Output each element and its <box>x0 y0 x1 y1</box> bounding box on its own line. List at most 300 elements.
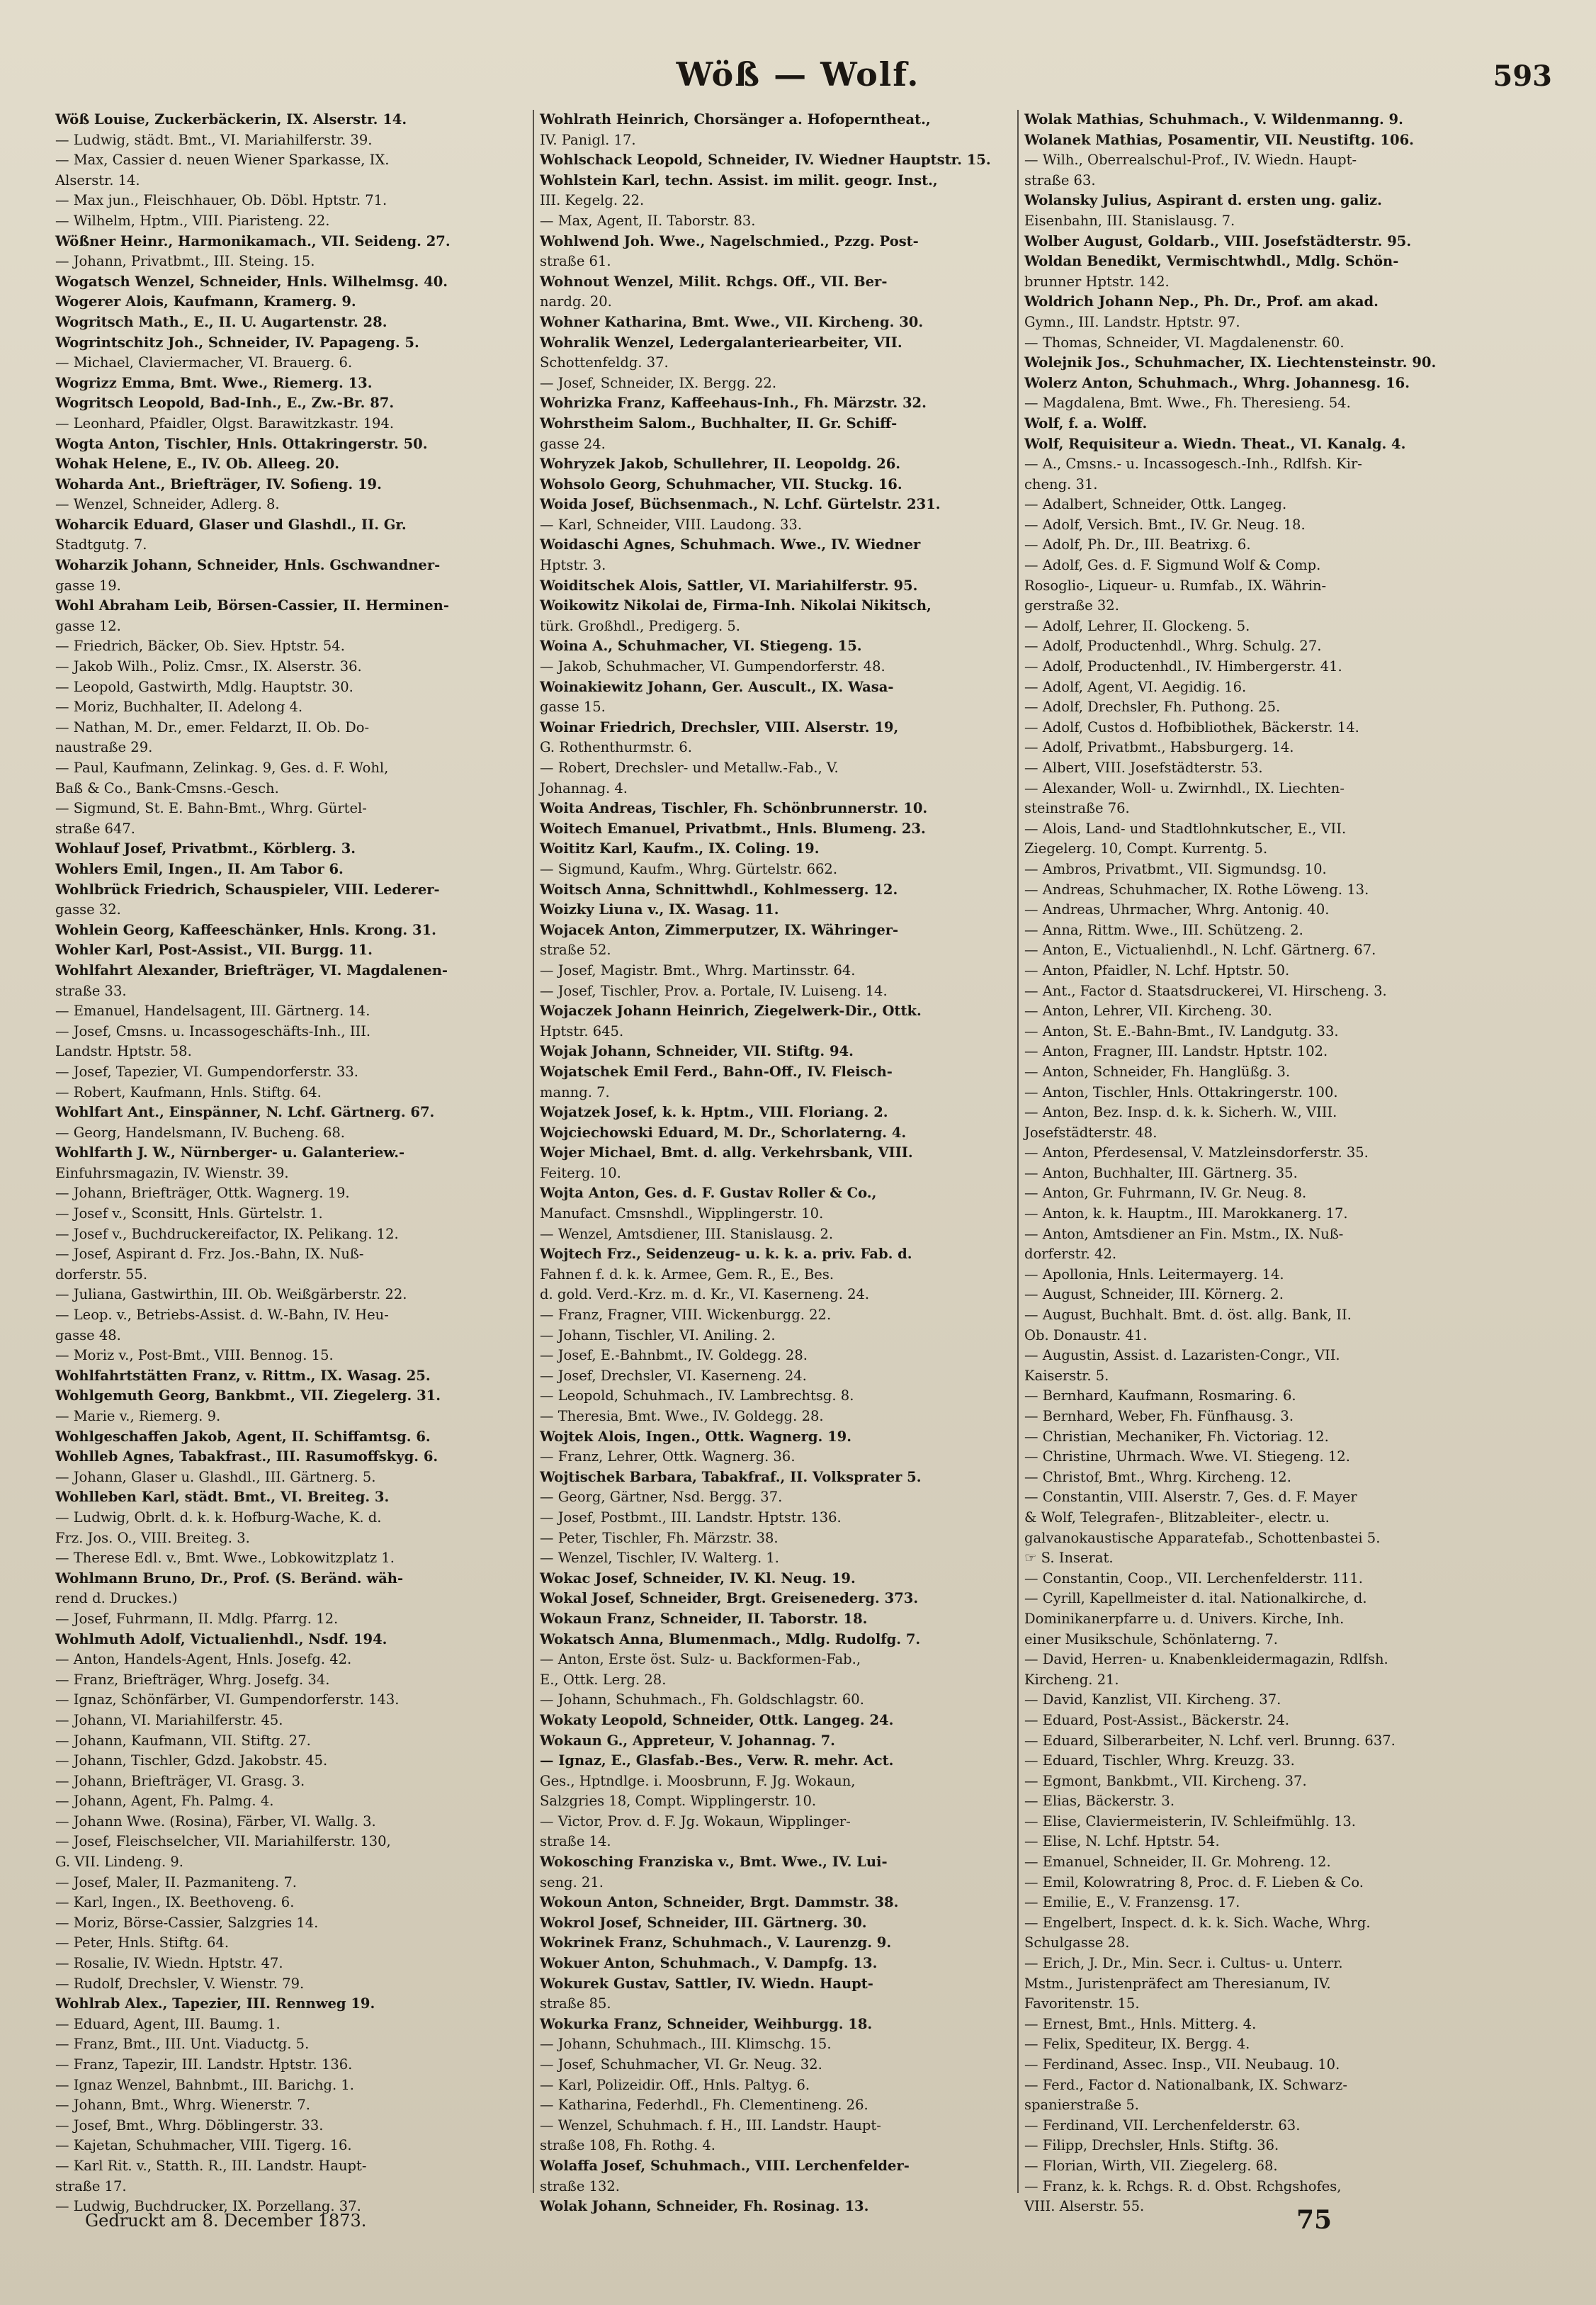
directory-entry: Ziegelerg. 10, Compt. Kurrentg. 5. <box>1024 840 1268 857</box>
directory-entry: Woitsch Anna, Schnittwhdl., Kohlmesserg. 12. <box>540 881 898 898</box>
directory-entry: — Wenzel, Amtsdiener, III. Stanislausg. 2. <box>540 1225 834 1242</box>
directory-entry: Wokaun G., Appreteur, V. Johannag. 7. <box>540 1732 835 1749</box>
directory-entry: Wohrstheim Salom., Buchhalter, II. Gr. Schiff- <box>540 415 898 432</box>
directory-entry: — Andreas, Uhrmacher, Whrg. Antonig. 40. <box>1024 901 1330 918</box>
page-number: 593 <box>1493 60 1552 93</box>
directory-entry: — August, Buchhalt. Bmt. d. öst. allg. Bank, II. <box>1024 1307 1352 1324</box>
directory-entry: — Josef, Magistr. Bmt., Whrg. Martinsstr. 64. <box>540 962 856 979</box>
directory-entry: — Christof, Bmt., Whrg. Kircheng. 12. <box>1024 1468 1291 1485</box>
directory-entry: — Ludwig, Buchdrucker, IX. Porzellang. 37. <box>55 2198 361 2215</box>
directory-entry: Wohlfahrtstätten Franz, v. Rittm., IX. Wasag. 25. <box>55 1367 431 1384</box>
directory-entry: — Anton, Erste öst. Sulz- u. Backformen-Fab., <box>540 1651 861 1668</box>
directory-entry: Wojtek Alois, Ingen., Ottk. Wagnerg. 19. <box>540 1428 852 1445</box>
directory-entry: — Karl Rit. v., Statth. R., III. Landstr. Haupt- <box>55 2157 367 2174</box>
directory-entry: — Rudolf, Drechsler, V. Wienstr. 79. <box>55 1975 305 1992</box>
directory-entry: seng. 21. <box>540 1873 604 1890</box>
directory-entry: Hptstr. 645. <box>540 1022 624 1039</box>
directory-entry: Wößner Heinr., Harmonikamach., VII. Seideng. 27. <box>55 232 451 249</box>
directory-entry: — Josef, Fleischselcher, VII. Mariahilferstr. 130, <box>55 1833 391 1850</box>
directory-entry: Wohlauf Josef, Privatbmt., Körblerg. 3. <box>55 840 356 857</box>
directory-entry: Wokal Josef, Schneider, Brgt. Greisenederg. 373. <box>540 1590 919 1607</box>
directory-entry: gasse 15. <box>540 699 606 716</box>
directory-entry: — Cyrill, Kapellmeister d. ital. Nationalkirche, d. <box>1024 1590 1367 1607</box>
directory-entry: cheng. 31. <box>1024 475 1098 492</box>
directory-entry: straße 132. <box>540 2177 620 2194</box>
directory-entry: — Albert, VIII. Josefstädterstr. 53. <box>1024 760 1263 776</box>
directory-entry: — Karl, Polizeidir. Off., Hnls. Paltyg. 6. <box>540 2076 810 2093</box>
directory-entry: — Johann, Kaufmann, VII. Stiftg. 27. <box>55 1732 311 1749</box>
directory-entry: — Johann, Tischler, VI. Aniling. 2. <box>540 1326 776 1343</box>
directory-entry: Wojciechowski Eduard, M. Dr., Schorlaterng. 4. <box>540 1124 907 1141</box>
directory-entry: — Andreas, Schuhmacher, IX. Rothe Löweng. 13. <box>1024 881 1369 898</box>
directory-entry: — Robert, Kaufmann, Hnls. Stiftg. 64. <box>55 1083 322 1100</box>
directory-entry: — Josef, Schuhmacher, VI. Gr. Neug. 32. <box>540 2056 822 2073</box>
directory-entry: Wohlschack Leopold, Schneider, IV. Wiedner Hauptstr. 15. <box>540 152 991 169</box>
directory-entry: Wokaty Leopold, Schneider, Ottk. Langeg. 24. <box>540 1711 894 1728</box>
directory-entry: — Josef, Cmsns. u. Incassogeschäfts-Inh., III. <box>55 1022 371 1039</box>
print-date: Gedruckt am 8. December 1873. <box>85 2211 367 2231</box>
directory-entry: — Elise, Claviermeisterin, IV. Schleifmühlg. 13. <box>1024 1813 1356 1830</box>
directory-entry: — Johann, Glaser u. Glashdl., III. Gärtnerg. 5. <box>55 1468 376 1485</box>
directory-entry: Woinakiewitz Johann, Ger. Auscult., IX. Wasa- <box>540 678 894 695</box>
directory-entry: Wohlfarth J. W., Nürnberger- u. Galanteriew.- <box>55 1144 405 1161</box>
directory-entry: Wohlleben Karl, städt. Bmt., VI. Breiteg. 3. <box>55 1489 390 1506</box>
column-divider <box>1017 110 1019 2193</box>
directory-entry: — Josef v., Sconsitt, Hnls. Gürtelstr. 1. <box>55 1205 323 1222</box>
directory-entry: Wolejnik Jos., Schuhmacher, IX. Liechtensteinstr. 90. <box>1024 354 1437 371</box>
directory-entry: Stadtgutg. 7. <box>55 536 147 553</box>
directory-entry: Salzgries 18, Compt. Wipplingerstr. 10. <box>540 1793 817 1810</box>
directory-entry: — Franz, k. k. Rchgs. R. d. Obst. Rchgshofes, <box>1024 2177 1342 2194</box>
directory-entry: Wojer Michael, Bmt. d. allg. Verkehrsbank, VIII. <box>540 1144 913 1161</box>
directory-entry: Woidaschi Agnes, Schuhmach. Wwe., IV. Wiedner <box>540 536 921 553</box>
directory-entry: Woikowitz Nikolai de, Firma-Inh. Nikolai Nikitsch, <box>540 597 932 614</box>
directory-entry: — Max jun., Fleischhauer, Ob. Döbl. Hptstr. 71. <box>55 192 387 209</box>
directory-entry: III. Kegelg. 22. <box>540 192 645 209</box>
directory-entry: — Sigmund, Kaufm., Whrg. Gürtelstr. 662. <box>540 860 838 877</box>
directory-entry: — Adolf, Custos d. Hofbibliothek, Bäckerstr. 14. <box>1024 718 1359 736</box>
directory-entry: G. VII. Lindeng. 9. <box>55 1854 183 1871</box>
directory-entry: — Johann, Agent, Fh. Palmg. 4. <box>55 1793 274 1810</box>
directory-entry: — Anton, Buchhalter, III. Gärtnerg. 35. <box>1024 1164 1298 1181</box>
directory-entry: Wohrizka Franz, Kaffeehaus-Inh., Fh. Märzstr. 32. <box>540 395 927 412</box>
directory-entry: — Franz, Briefträger, Whrg. Josefg. 34. <box>55 1671 330 1688</box>
directory-entry: Ges., Hptndlge. i. Moosbrunn, F. Jg. Wokaun, <box>540 1772 856 1789</box>
directory-entry: straße 14. <box>540 1833 611 1850</box>
directory-entry: Manufact. Cmsnshdl., Wipplingerstr. 10. <box>540 1205 824 1222</box>
directory-entry: — Ferd., Factor d. Nationalbank, IX. Schwarz- <box>1024 2076 1347 2093</box>
directory-entry: — Emilie, E., V. Franzensg. 17. <box>1024 1894 1240 1911</box>
directory-entry: — Katharina, Federhdl., Fh. Clementineng. 26. <box>540 2097 868 2114</box>
directory-entry: Wokrinek Franz, Schuhmach., V. Laurenzg. 9. <box>540 1934 892 1951</box>
directory-entry: — Felix, Spediteur, IX. Bergg. 4. <box>1024 2036 1250 2053</box>
directory-entry: Woida Josef, Büchsenmach., N. Lchf. Gürtelstr. 231. <box>540 496 941 513</box>
directory-entry: — Johann, Schuhmach., Fh. Goldschlagstr. 60. <box>540 1691 864 1708</box>
directory-entry: — Erich, J. Dr., Min. Secr. i. Cultus- u. Unterr. <box>1024 1955 1343 1972</box>
directory-entry: — Alois, Land- und Stadtlohnkutscher, E., VII. <box>1024 820 1347 837</box>
directory-entry: VIII. Alserstr. 55. <box>1024 2198 1145 2215</box>
directory-entry: Josefstädterstr. 48. <box>1024 1124 1158 1141</box>
directory-entry: Wohlgemuth Georg, Bankbmt., VII. Ziegelerg. 31. <box>55 1387 441 1404</box>
page-header <box>0 55 1596 105</box>
directory-entry: — Nathan, M. Dr., emer. Feldarzt, II. Ob. Do- <box>55 718 370 736</box>
directory-entry: gasse 32. <box>55 901 121 918</box>
directory-entry: — Josef v., Buchdruckereifactor, IX. Pelikang. 12. <box>55 1225 399 1242</box>
directory-entry: Wogrintschitz Joh., Schneider, IV. Papageng. 5. <box>55 334 419 351</box>
directory-entry: Wolaffa Josef, Schuhmach., VIII. Lerchenfelder- <box>540 2157 910 2174</box>
directory-entry: d. gold. Verd.-Krz. m. d. Kr., VI. Kaserneng. 24. <box>540 1286 870 1303</box>
directory-entry: — Johann, Privatbmt., III. Steing. 15. <box>55 253 315 270</box>
directory-entry: — Augustin, Assist. d. Lazaristen-Congr., VII. <box>1024 1347 1340 1364</box>
directory-entry: Wokurek Gustav, Sattler, IV. Wiedn. Haupt- <box>540 1975 873 1992</box>
directory-entry: Wogrizz Emma, Bmt. Wwe., Riemerg. 13. <box>55 374 373 391</box>
directory-entry: — Engelbert, Inspect. d. k. k. Sich. Wache, Whrg. <box>1024 1914 1371 1931</box>
directory-entry: — Robert, Drechsler- und Metallw.-Fab., V. <box>540 760 839 776</box>
directory-entry: — Ludwig, städt. Bmt., VI. Mariahilferstr. 39. <box>55 131 373 148</box>
directory-entry: — Filipp, Drechsler, Hnls. Stiftg. 36. <box>1024 2137 1279 2154</box>
directory-entry: gasse 24. <box>540 435 606 452</box>
directory-entry: Wohlwend Joh. Wwe., Nagelschmied., Pzzg. Post- <box>540 232 919 249</box>
directory-entry: — Thomas, Schneider, VI. Magdalenenstr. 60. <box>1024 334 1345 351</box>
directory-entry: — Elise, N. Lchf. Hptstr. 54. <box>1024 1833 1220 1850</box>
directory-entry: Wohlstein Karl, techn. Assist. im milit. geogr. Inst., <box>540 171 938 188</box>
directory-entry: — David, Kanzlist, VII. Kircheng. 37. <box>1024 1691 1281 1708</box>
directory-entry: — Anton, Tischler, Hnls. Ottakringerstr. 100. <box>1024 1083 1338 1100</box>
directory-entry: dorferstr. 55. <box>55 1266 148 1283</box>
directory-entry: — Karl, Ingen., IX. Beethoveng. 6. <box>55 1894 295 1911</box>
directory-entry: Eisenbahn, III. Stanislausg. 7. <box>1024 212 1235 229</box>
directory-entry: G. Rothenthurmstr. 6. <box>540 739 692 756</box>
directory-entry: Woizky Liuna v., IX. Wasag. 11. <box>540 901 779 918</box>
directory-entry: Wohryzek Jakob, Schullehrer, II. Leopoldg. 26. <box>540 456 901 473</box>
directory-entry: Woldrich Johann Nep., Ph. Dr., Prof. am akad. <box>1024 293 1379 310</box>
directory-entry: — Anton, Gr. Fuhrmann, IV. Gr. Neug. 8. <box>1024 1185 1307 1202</box>
directory-entry: Kaiserstr. 5. <box>1024 1367 1109 1384</box>
directory-entry: — Franz, Lehrer, Ottk. Wagnerg. 36. <box>540 1448 796 1465</box>
directory-entry: Wohsolo Georg, Schuhmacher, VII. Stuckg. 16. <box>540 475 902 492</box>
directory-entry: — Anton, St. E.-Bahn-Bmt., IV. Landgutg. 33. <box>1024 1022 1339 1039</box>
directory-entry: Wojatschek Emil Ferd., Bahn-Off., IV. Fleisch- <box>540 1063 893 1080</box>
directory-entry: — Anton, Amtsdiener an Fin. Mstm., IX. Nuß- <box>1024 1225 1344 1242</box>
directory-entry: Wohak Helene, E., IV. Ob. Alleeg. 20. <box>55 456 339 473</box>
column-3 <box>1024 110 1498 2215</box>
directory-entry: — Moriz, Buchhalter, II. Adelong 4. <box>55 699 303 716</box>
directory-entry: — Peter, Tischler, Fh. Märzstr. 38. <box>540 1529 779 1546</box>
directory-entry: — Anton, Lehrer, VII. Kircheng. 30. <box>1024 1003 1272 1020</box>
directory-entry: Woitech Emanuel, Privatbmt., Hnls. Blumeng. 23. <box>540 820 926 837</box>
directory-entry: — Franz, Tapezir, III. Landstr. Hptstr. 136. <box>55 2056 353 2073</box>
directory-entry: Wohlmann Bruno, Dr., Prof. (S. Beränd. wäh- <box>55 1569 404 1587</box>
directory-entry: — Leopold, Schuhmach., IV. Lambrechtsg. 8. <box>540 1387 854 1404</box>
directory-entry: — Anna, Rittm. Wwe., III. Schützeng. 2. <box>1024 921 1303 938</box>
directory-entry: — Max, Cassier d. neuen Wiener Sparkasse, IX. <box>55 152 390 169</box>
directory-entry: — Anton, Pferdesensal, V. Matzleinsdorferstr. 35. <box>1024 1144 1369 1161</box>
directory-entry: Wojak Johann, Schneider, VII. Stiftg. 94. <box>540 1043 854 1060</box>
directory-entry: Wohralik Wenzel, Ledergalanteriearbeiter, VII. <box>540 334 902 351</box>
directory-entry: — Eduard, Post-Assist., Bäckerstr. 24. <box>1024 1711 1290 1728</box>
directory-entry: — August, Schneider, III. Körnerg. 2. <box>1024 1286 1284 1303</box>
directory-entry: Woharzik Johann, Schneider, Hnls. Gschwandner- <box>55 557 441 574</box>
directory-entry: — Anton, E., Victualienhdl., N. Lchf. Gärtnerg. 67. <box>1024 942 1376 959</box>
directory-entry: — Bernhard, Kaufmann, Rosmaring. 6. <box>1024 1387 1296 1404</box>
directory-entry: Einfuhrsmagazin, IV. Wienstr. 39. <box>55 1164 289 1181</box>
directory-entry: — Wenzel, Schuhmach. f. H., III. Landstr. Haupt- <box>540 2117 881 2134</box>
directory-entry: Dominikanerpfarre u. d. Univers. Kirche, Inh. <box>1024 1610 1345 1627</box>
directory-entry: Wogatsch Wenzel, Schneider, Hnls. Wilhelmsg. 40. <box>55 273 448 290</box>
directory-entry: — Max, Agent, II. Taborstr. 83. <box>540 212 756 229</box>
directory-entry: Woita Andreas, Tischler, Fh. Schönbrunnerstr. 10. <box>540 800 928 817</box>
directory-entry: Wohler Karl, Post-Assist., VII. Burgg. 11. <box>55 942 373 959</box>
directory-entry: straße 17. <box>55 2177 127 2194</box>
directory-entry: straße 61. <box>540 253 611 270</box>
directory-entry: Wohlfahrt Alexander, Briefträger, VI. Magdalenen- <box>55 962 448 979</box>
directory-entry: — Constantin, VIII. Alserstr. 7, Ges. d. F. Mayer <box>1024 1489 1357 1506</box>
directory-entry: Hptstr. 3. <box>540 557 606 574</box>
directory-entry: — Eduard, Silberarbeiter, N. Lchf. verl. Brunng. 637. <box>1024 1732 1396 1749</box>
directory-entry: — Apollonia, Hnls. Leitermayerg. 14. <box>1024 1266 1284 1283</box>
directory-entry: straße 52. <box>540 942 611 959</box>
directory-entry: — Michael, Claviermacher, VI. Brauerg. 6. <box>55 354 353 371</box>
directory-entry: — Anton, k. k. Hauptm., III. Marokkanerg. 17. <box>1024 1205 1348 1222</box>
directory-entry: Wohner Katharina, Bmt. Wwe., VII. Kircheng. 30. <box>540 313 924 330</box>
directory-entry: — A., Cmsns.- u. Incassogesch.-Inh., Rdlfsh. Kir- <box>1024 456 1362 473</box>
directory-entry: — Georg, Gärtner, Nsd. Bergg. 37. <box>540 1489 783 1506</box>
directory-entry: Schottenfeldg. 37. <box>540 354 669 371</box>
directory-entry: — Anton, Pfaidler, N. Lchf. Hptstr. 50. <box>1024 962 1290 979</box>
directory-entry: Wolak Johann, Schneider, Fh. Rosinag. 13. <box>540 2198 869 2215</box>
directory-entry: — Theresia, Bmt. Wwe., IV. Goldegg. 28. <box>540 1408 824 1424</box>
directory-entry: — Ludwig, Obrlt. d. k. k. Hofburg-Wache, K. d. <box>55 1509 382 1526</box>
directory-entry: Feiterg. 10. <box>540 1164 621 1181</box>
directory-entry: — Constantin, Coop., VII. Lerchenfelderstr. 111. <box>1024 1569 1363 1587</box>
directory-entry: — Wenzel, Tischler, IV. Walterg. 1. <box>540 1550 779 1567</box>
directory-entry: — Ignaz Wenzel, Bahnbmt., III. Barichg. 1. <box>55 2076 355 2093</box>
directory-entry: — Eduard, Tischler, Whrg. Kreuzg. 33. <box>1024 1752 1295 1769</box>
directory-entry: — Alexander, Woll- u. Zwirnhdl., IX. Liechten- <box>1024 779 1345 796</box>
directory-entry: — Ant., Factor d. Staatsdruckerei, VI. Hirscheng. 3. <box>1024 982 1387 999</box>
directory-entry: E., Ottk. Lerg. 28. <box>540 1671 667 1688</box>
directory-entry: — Ambros, Privatbmt., VII. Sigmundsg. 10. <box>1024 860 1327 877</box>
directory-entry: Alserstr. 14. <box>55 171 140 188</box>
directory-entry: Wokoun Anton, Schneider, Brgt. Dammstr. 38. <box>540 1894 899 1911</box>
directory-entry: — Johann, Tischler, Gdzd. Jakobstr. 45. <box>55 1752 328 1769</box>
directory-entry: — Josef, Schneider, IX. Bergg. 22. <box>540 374 777 391</box>
directory-entry: — Johann, Briefträger, Ottk. Wagnerg. 19. <box>55 1185 350 1202</box>
directory-entry: — Moriz, Börse-Cassier, Salzgries 14. <box>55 1914 319 1931</box>
directory-entry: — Christian, Mechaniker, Fh. Victoriag. 12. <box>1024 1428 1329 1445</box>
directory-entry: — Ferdinand, Assec. Insp., VII. Neubaug. 10. <box>1024 2056 1340 2073</box>
directory-entry: — Christine, Uhrmach. Wwe. VI. Stiegeng. 12. <box>1024 1448 1350 1465</box>
directory-entry: spanierstraße 5. <box>1024 2097 1139 2114</box>
directory-entry: Ob. Donaustr. 41. <box>1024 1326 1148 1343</box>
directory-entry: Woiditschek Alois, Sattler, VI. Mariahilferstr. 95. <box>540 577 918 594</box>
directory-entry: straße 108, Fh. Rothg. 4. <box>540 2137 715 2154</box>
directory-entry: & Wolf, Telegrafen-, Blitzableiter-, electr. u. <box>1024 1509 1330 1526</box>
directory-entry: — Adolf, Ges. d. F. Sigmund Wolf & Comp. <box>1024 557 1321 574</box>
directory-entry: Gymn., III. Landstr. Hptstr. 97. <box>1024 313 1240 330</box>
directory-entry: — Jakob Wilh., Poliz. Cmsr., IX. Alserstr. 36. <box>55 658 362 675</box>
directory-entry: Wohlleb Agnes, Tabakfrast., III. Rasumoffskyg. 6. <box>55 1448 438 1465</box>
directory-entry: — Ignaz, Schönfärber, VI. Gumpendorferstr. 143. <box>55 1691 400 1708</box>
directory-entry: IV. Panigl. 17. <box>540 131 636 148</box>
directory-entry: rend d. Druckes.) <box>55 1590 178 1607</box>
directory-entry: Schulgasse 28. <box>1024 1934 1130 1951</box>
directory-entry: — Franz, Bmt., III. Unt. Viaductg. 5. <box>55 2036 310 2053</box>
directory-entry: — Anton, Fragner, III. Landstr. Hptstr. 102. <box>1024 1043 1328 1060</box>
directory-entry: einer Musikschule, Schönlaterng. 7. <box>1024 1630 1278 1647</box>
directory-entry: — Karl, Schneider, VIII. Laudong. 33. <box>540 516 803 533</box>
directory-entry: straße 85. <box>540 1995 611 2012</box>
directory-entry: — Therese Edl. v., Bmt. Wwe., Lobkowitzplatz 1. <box>55 1550 395 1567</box>
directory-entry: Wokuer Anton, Schuhmach., V. Dampfg. 13. <box>540 1955 878 1972</box>
column-divider <box>533 110 534 2193</box>
directory-entry: — Ignaz, E., Glasfab.-Bes., Verw. R. mehr. Act. <box>540 1752 894 1769</box>
directory-entry: — Leopold, Gastwirth, Mdlg. Hauptstr. 30. <box>55 678 353 695</box>
directory-entry: Wojacek Anton, Zimmerputzer, IX. Währinger- <box>540 921 899 938</box>
directory-entry: Landstr. Hptstr. 58. <box>55 1043 192 1060</box>
column-2 <box>540 110 1013 2215</box>
directory-entry: — Emanuel, Handelsagent, III. Gärtnerg. 14. <box>55 1003 370 1020</box>
directory-entry: Wogritsch Leopold, Bad-Inh., E., Zw.-Br. 87. <box>55 395 395 412</box>
directory-entry: ☞ S. Inserat. <box>1024 1550 1114 1567</box>
directory-entry: — David, Herren- u. Knabenkleidermagazin, Rdlfsh. <box>1024 1651 1388 1668</box>
directory-entry: — Franz, Fragner, VIII. Wickenburgg. 22. <box>540 1307 832 1324</box>
directory-entry: Wohlmuth Adolf, Victualienhdl., Nsdf. 194. <box>55 1630 387 1647</box>
directory-entry: — Marie v., Riemerg. 9. <box>55 1408 221 1424</box>
directory-entry: straße 647. <box>55 820 135 837</box>
running-head: Wöß — Wolf. <box>676 55 920 94</box>
directory-entry: — Josef, Maler, II. Pazmaniteng. 7. <box>55 1873 297 1890</box>
directory-entry: — Anton, Handels-Agent, Hnls. Josefg. 42. <box>55 1651 352 1668</box>
directory-entry: — Adolf, Lehrer, II. Glockeng. 5. <box>1024 617 1250 634</box>
directory-entry: — Elias, Bäckerstr. 3. <box>1024 1793 1175 1810</box>
directory-entry: Wojtischek Barbara, Tabakfraf., II. Volksprater 5. <box>540 1468 922 1485</box>
directory-entry: Wolanek Mathias, Posamentir, VII. Neustiftg. 106. <box>1024 131 1414 148</box>
directory-entry: galvanokaustische Apparatefab., Schottenbastei 5. <box>1024 1529 1381 1546</box>
directory-entry: Favoritenstr. 15. <box>1024 1995 1140 2012</box>
directory-entry: — Josef, Tapezier, VI. Gumpendorferstr. 33. <box>55 1063 358 1080</box>
directory-entry: straße 63. <box>1024 171 1096 188</box>
directory-entry: — Sigmund, St. E. Bahn-Bmt., Whrg. Gürtel- <box>55 800 367 817</box>
directory-entry: Fahnen f. d. k. k. Armee, Gem. R., E., Bes. <box>540 1266 834 1283</box>
directory-entry: Johannag. 4. <box>540 779 628 796</box>
directory-entry: — Eduard, Agent, III. Baumg. 1. <box>55 2015 281 2032</box>
directory-entry: — Florian, Wirth, VII. Ziegelerg. 68. <box>1024 2157 1278 2174</box>
directory-entry: — Adolf, Productenhdl., IV. Himbergerstr. 41. <box>1024 658 1342 675</box>
directory-entry: — Emil, Kolowratring 8, Proc. d. F. Lieben & Co. <box>1024 1873 1364 1890</box>
directory-entry: Wojtech Frz., Seidenzeug- u. k. k. a. priv. Fab. d. <box>540 1246 912 1263</box>
directory-entry: — Bernhard, Weber, Fh. Fünfhausg. 3. <box>1024 1408 1294 1424</box>
directory-entry: gasse 12. <box>55 617 121 634</box>
directory-entry: — Josef, E.-Bahnbmt., IV. Goldegg. 28. <box>540 1347 808 1364</box>
directory-entry: Wohlbrück Friedrich, Schauspieler, VIII. Lederer- <box>55 881 440 898</box>
directory-entry: manng. 7. <box>540 1083 610 1100</box>
directory-entry: Wolber August, Goldarb., VIII. Josefstädterstr. 95. <box>1024 232 1412 249</box>
directory-entry: Wokurka Franz, Schneider, Weihburgg. 18. <box>540 2015 873 2032</box>
directory-entry: Wokaun Franz, Schneider, II. Taborstr. 18. <box>540 1610 868 1627</box>
directory-entry: — Johann, Schuhmach., III. Klimschg. 15. <box>540 2036 832 2053</box>
directory-entry: — Josef, Aspirant d. Frz. Jos.-Bahn, IX. Nuß- <box>55 1246 364 1263</box>
directory-entry: Wogritsch Math., E., II. U. Augartenstr. 28. <box>55 313 387 330</box>
sheet-number: 75 <box>1296 2205 1332 2235</box>
directory-entry: — Victor, Prov. d. F. Jg. Wokaun, Wipplinger- <box>540 1813 851 1830</box>
directory-entry: — Kajetan, Schuhmacher, VIII. Tigerg. 16. <box>55 2137 352 2154</box>
directory-entry: — Wenzel, Schneider, Adlerg. 8. <box>55 496 280 513</box>
directory-entry: Wolf, Requisiteur a. Wiedn. Theat., VI. Kanalg. 4. <box>1024 435 1406 452</box>
directory-entry: — Johann, VI. Mariahilferstr. 45. <box>55 1711 283 1728</box>
directory-entry: — Josef, Bmt., Whrg. Döblingerstr. 33. <box>55 2117 324 2134</box>
directory-entry: — Adolf, Versich. Bmt., IV. Gr. Neug. 18. <box>1024 516 1306 533</box>
directory-entry: Wohlfart Ant., Einspänner, N. Lchf. Gärtnerg. 67. <box>55 1104 435 1121</box>
directory-entry: — Adolf, Agent, VI. Aegidig. 16. <box>1024 678 1247 695</box>
directory-entry: — Johann, Briefträger, VI. Grasg. 3. <box>55 1772 305 1789</box>
directory-entry: Wohlein Georg, Kaffeeschänker, Hnls. Krong. 31. <box>55 921 436 938</box>
directory-entry: naustraße 29. <box>55 739 153 756</box>
directory-entry: Frz. Jos. O., VIII. Breiteg. 3. <box>55 1529 250 1546</box>
directory-entry: Wolansky Julius, Aspirant d. ersten ung. galiz. <box>1024 192 1382 209</box>
directory-entry: türk. Großhdl., Predigerg. 5. <box>540 617 740 634</box>
directory-entry: — Friedrich, Bäcker, Ob. Siev. Hptstr. 54. <box>55 638 345 655</box>
directory-entry: Wokac Josef, Schneider, IV. Kl. Neug. 19. <box>540 1569 856 1587</box>
directory-entry: — Anton, Bez. Insp. d. k. k. Sicherh. W., VIII. <box>1024 1104 1337 1121</box>
directory-entry: Woinar Friedrich, Drechsler, VIII. Alserstr. 19, <box>540 718 899 736</box>
directory-entry: — Peter, Hnls. Stiftg. 64. <box>55 1934 230 1951</box>
directory-entry: Wohlrath Heinrich, Chorsänger a. Hofoperntheat., <box>540 111 931 128</box>
directory-entry: Wogerer Alois, Kaufmann, Kramerg. 9. <box>55 293 356 310</box>
directory-entry: — Georg, Handelsmann, IV. Bucheng. 68. <box>55 1124 345 1141</box>
directory-entry: Wolf, f. a. Wolff. <box>1024 415 1148 432</box>
directory-entry: Kircheng. 21. <box>1024 1671 1119 1688</box>
directory-entry: gasse 19. <box>55 577 121 594</box>
directory-entry: — Johann Wwe. (Rosina), Färber, VI. Wallg. 3. <box>55 1813 376 1830</box>
directory-entry: Wojatzek Josef, k. k. Hptm., VIII. Floriang. 2. <box>540 1104 888 1121</box>
directory-entry: — Adolf, Ph. Dr., III. Beatrixg. 6. <box>1024 536 1251 553</box>
directory-entry: — Rosalie, IV. Wiedn. Hptstr. 47. <box>55 1955 283 1972</box>
directory-entry: nardg. 20. <box>540 293 612 310</box>
directory-entry: Wohlrab Alex., Tapezier, III. Rennweg 19. <box>55 1995 375 2012</box>
directory-entry: — Moriz v., Post-Bmt., VIII. Bennog. 15. <box>55 1347 334 1364</box>
directory-entry: — Juliana, Gastwirthin, III. Ob. Weißgärberstr. 22. <box>55 1286 407 1303</box>
directory-entry: — Ernest, Bmt., Hnls. Mitterg. 4. <box>1024 2015 1257 2032</box>
directory-entry: gerstraße 32. <box>1024 597 1119 614</box>
directory-entry: — Magdalena, Bmt. Wwe., Fh. Theresieng. 54. <box>1024 395 1351 412</box>
directory-entry: Wolerz Anton, Schuhmach., Whrg. Johannesg. 16. <box>1024 374 1410 391</box>
directory-entry: Wohl Abraham Leib, Börsen-Cassier, II. Herminen- <box>55 597 449 614</box>
directory-entry: — Leop. v., Betriebs-Assist. d. W.-Bahn, IV. Heu- <box>55 1307 389 1324</box>
directory-entry: — Adalbert, Schneider, Ottk. Langeg. <box>1024 496 1287 513</box>
directory-entry: Wogta Anton, Tischler, Hnls. Ottakringerstr. 50. <box>55 435 428 452</box>
directory-entry: steinstraße 76. <box>1024 800 1130 817</box>
directory-entry: Wokatsch Anna, Blumenmach., Mdlg. Rudolfg. 7. <box>540 1630 921 1647</box>
directory-entry: — Jakob, Schuhmacher, VI. Gumpendorferstr. 48. <box>540 658 885 675</box>
directory-entry: Wojta Anton, Ges. d. F. Gustav Roller & Co., <box>540 1185 877 1202</box>
directory-entry: Wokosching Franziska v., Bmt. Wwe., IV. Lui- <box>540 1854 888 1871</box>
directory-entry: Woititz Karl, Kaufm., IX. Coling. 19. <box>540 840 820 857</box>
directory-entry: — Adolf, Productenhdl., Whrg. Schulg. 27. <box>1024 638 1322 655</box>
directory-entry: — Josef, Drechsler, VI. Kaserneng. 24. <box>540 1367 807 1384</box>
directory-entry: Wohlgeschaffen Jakob, Agent, II. Schiffamtsg. 6. <box>55 1428 431 1445</box>
column-1 <box>55 110 528 2215</box>
directory-entry: straße 33. <box>55 982 127 999</box>
directory-entry: — Josef, Tischler, Prov. a. Portale, IV. Luiseng. 14. <box>540 982 888 999</box>
directory-entry: Wolak Mathias, Schuhmach., V. Wildenmanng. 9. <box>1024 111 1403 128</box>
directory-entry: — Johann, Bmt., Whrg. Wienerstr. 7. <box>55 2097 310 2114</box>
directory-entry: gasse 48. <box>55 1326 121 1343</box>
directory-entry: Woina A., Schuhmacher, VI. Stiegeng. 15. <box>540 638 862 655</box>
directory-entry: — Leonhard, Pfaidler, Olgst. Barawitzkastr. 194. <box>55 415 395 432</box>
directory-entry: Wohnout Wenzel, Milit. Rchgs. Off., VII. Ber- <box>540 273 888 290</box>
directory-entry: Wojaczek Johann Heinrich, Ziegelwerk-Dir., Ottk. <box>540 1003 922 1020</box>
